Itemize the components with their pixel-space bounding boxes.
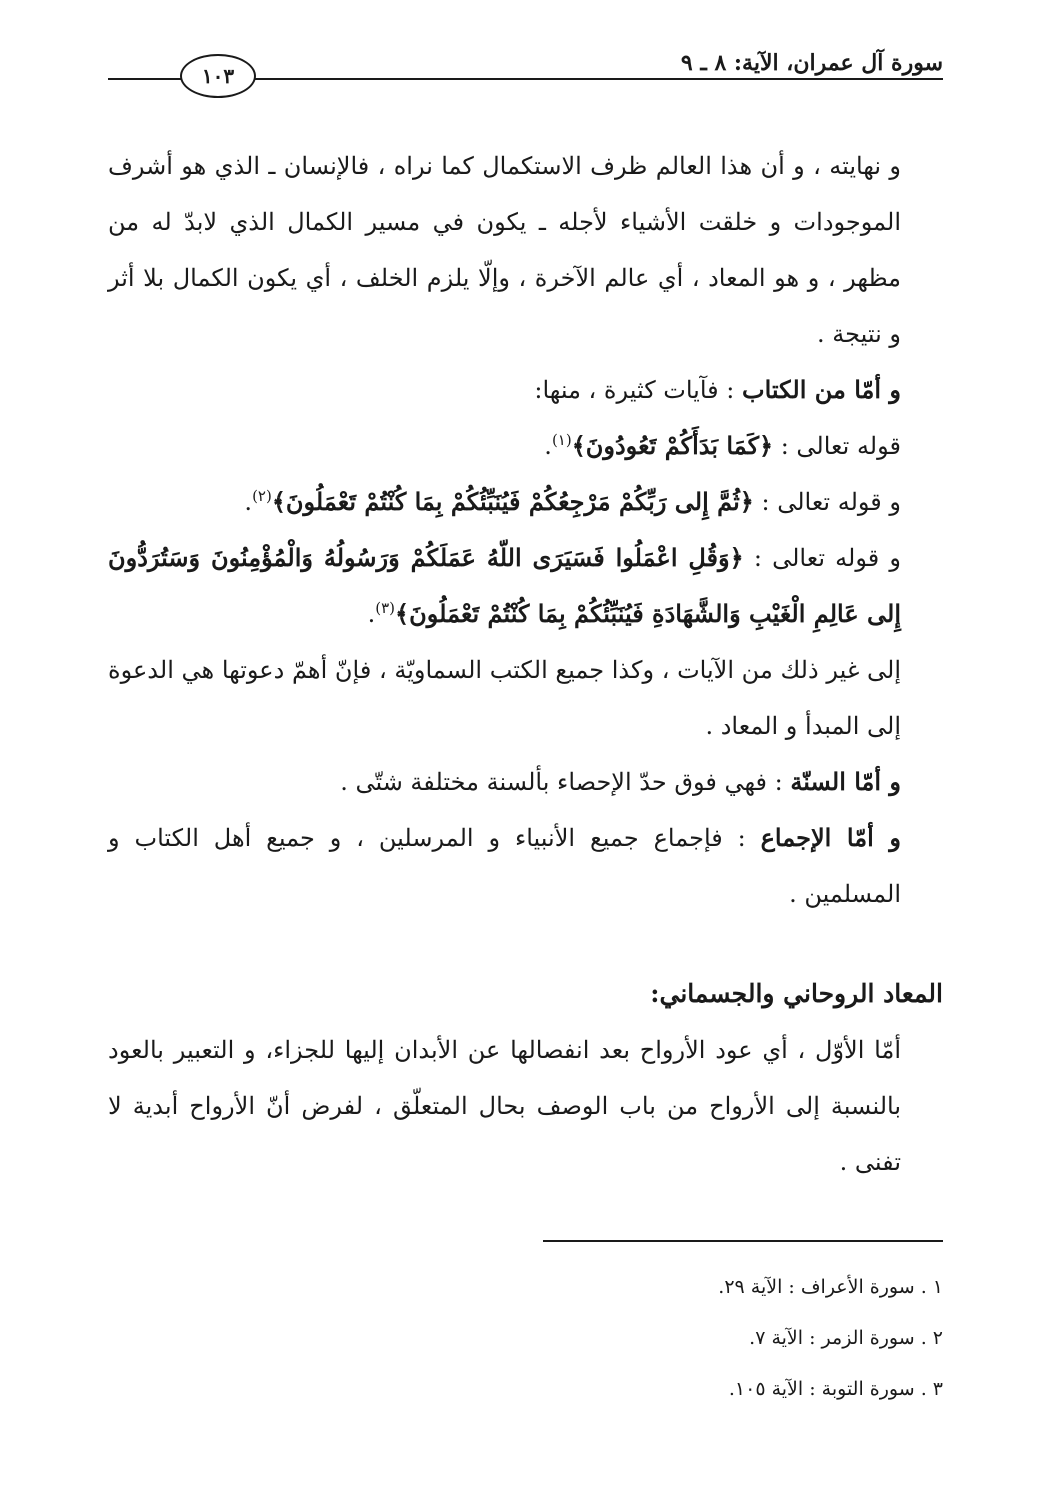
punctuation: . — [367, 600, 376, 628]
bold-lead: و أمّا الإجماع — [760, 823, 901, 852]
footnotes — [108, 1262, 943, 1415]
paragraph-intro: و نهايته ، و أن هذا العالم ظرف الاستكمال كما نراه ، فالإنسان ـ الذي هو أشرف الموجودات و خلقت الأشياء لأجله ـ يكون في مسير الكمال الذي لابدّ له من مظهر ، و هو المعاد ، أي عالم الآخرة ، وإلّا يلزم الخلف ، أي يكون الكمال بلا أثر و نتيجة . — [108, 152, 901, 348]
bold-lead: و أمّا من الكتاب — [742, 375, 901, 404]
paragraph-other-books: إلى غير ذلك من الآيات ، وكذا جميع الكتب السماويّة ، فإنّ أهمّ دعوتها هي الدعوة إلى المبدأ و المعاد . — [108, 656, 901, 740]
paragraph-verse-3 — [108, 530, 943, 642]
paragraph-from-book — [108, 362, 943, 418]
footnote-ref: (٢) — [252, 487, 272, 505]
footnote-ref: (٣) — [375, 599, 396, 617]
footnote-item: ١ . سورة الأعراف : الآية ٢٩. — [718, 1276, 943, 1298]
verse-intro: و قوله تعالى : — [743, 544, 901, 572]
bold-lead: و أمّا السنّة — [790, 767, 901, 796]
quran-verse: ﴿كَمَا بَدَأَكُمْ تَعُودُونَ﴾ — [571, 431, 774, 460]
paragraph-spiritual-return: أمّا الأوّل ، أي عود الأرواح بعد انفصالها عن الأبدان إليها للجزاء، و التعبير بالعود بالنسبة إلى الأرواح من باب الوصف بحال المتعلّق ، لفرض أنّ الأرواح أبدية لا تفنى . — [108, 1036, 901, 1176]
footnote-rule — [543, 1240, 943, 1242]
body-text — [108, 138, 943, 1190]
verse-intro: قوله تعالى : — [773, 432, 901, 460]
section-heading — [108, 966, 943, 1022]
page-number: ١٠٣ — [180, 54, 256, 98]
paragraph-text: : فهي فوق حدّ الإحصاء بألسنة مختلفة شتّى . — [340, 768, 791, 796]
heading-text: المعاد الروحاني والجسماني — [659, 979, 943, 1008]
paragraph-text: : فآيات كثيرة ، منها: — [534, 376, 742, 404]
running-title: سورة آل عمران، الآية: ٨ ـ ٩ — [680, 50, 943, 76]
paragraph-consensus — [108, 810, 943, 922]
paragraph-verse-2 — [108, 474, 943, 530]
footnote-item: ٢ . سورة الزمر : الآية ٧. — [749, 1327, 943, 1349]
punctuation: . — [544, 432, 552, 460]
footnote-item: ٣ . سورة التوبة : الآية ١٠٥. — [728, 1378, 943, 1400]
footnote-ref: (١) — [551, 431, 572, 449]
quran-verse: ﴿ثُمَّ إِلى رَبِّكُمْ مَرْجِعُكُمْ فَيُنَبِّئُكُمْ بِمَا كُنْتُمْ تَعْمَلُونَ﴾ — [271, 487, 754, 516]
verse-intro: و قوله تعالى : — [753, 488, 901, 516]
page-header — [108, 44, 943, 92]
paragraph-text: : فإجماع جميع الأنبياء و المرسلين ، و جميع أهل الكتاب و المسلمين . — [108, 824, 901, 908]
paragraph-sunnah — [108, 754, 943, 810]
quran-verse: ﴿وَقُلِ اعْمَلُوا فَسَيَرَى اللّهُ عَمَلَكُمْ وَرَسُولُهُ وَالْمُؤْمِنُونَ وَسَتُرَدُّونَ إِلى عَالِمِ الْغَيْبِ وَالشَّهَادَةِ فَيُنَبِّئُكُمْ بِمَا كُنْتُمْ تَعْمَلُونَ﴾ — [108, 543, 901, 628]
punctuation: . — [244, 488, 253, 516]
paragraph-verse-1 — [108, 418, 943, 474]
heading-colon: : — [650, 979, 660, 1008]
section-gap — [108, 922, 943, 966]
